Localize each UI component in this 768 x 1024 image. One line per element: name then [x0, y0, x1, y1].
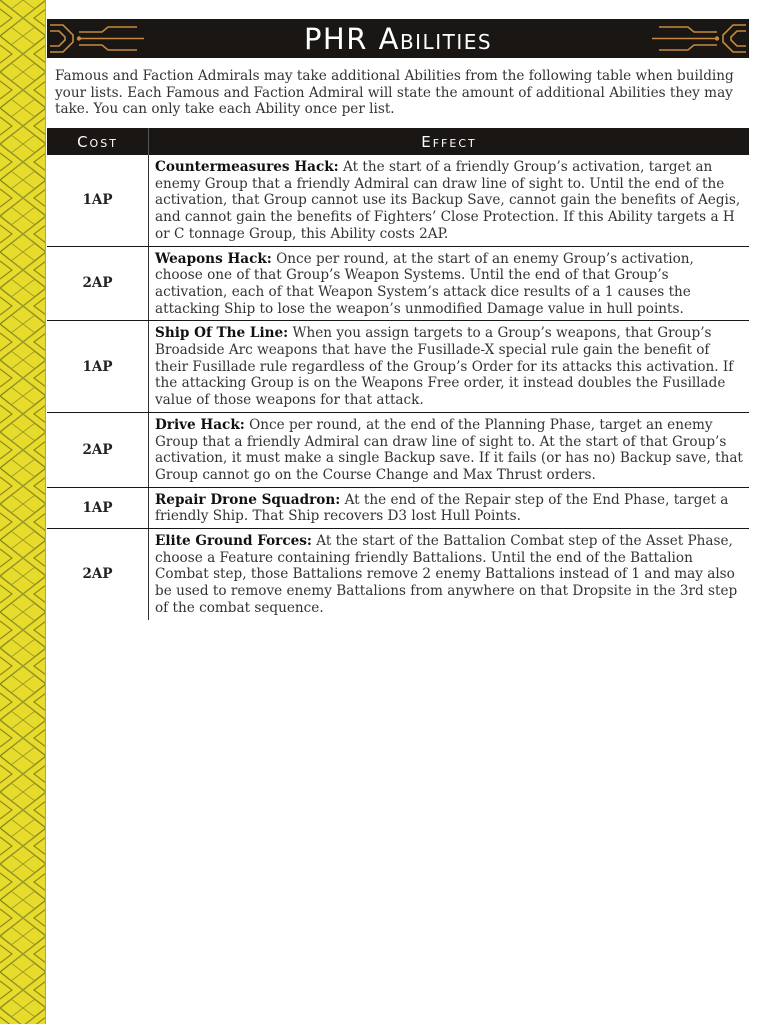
ability-description: Once per round, at the end of the Planning Phase, target an enemy Group that a friendly Admiral can draw line of sight to. At the start of that Group’s activation, it must make a single Backup save. If it fails (or has no) Backup save, that Group cannot go on the Course Change and Max Thrust orders.: [155, 416, 743, 483]
ability-effect: [149, 155, 750, 246]
page-title: PHR Abilities: [303, 22, 493, 56]
ability-cost: 2AP: [47, 246, 149, 321]
ability-effect: [149, 246, 750, 321]
table-row: [47, 155, 749, 246]
page-title-banner: [47, 19, 749, 58]
table-row: [47, 246, 749, 321]
ability-effect: [149, 412, 750, 487]
ability-name: Ship Of The Line:: [155, 325, 289, 342]
ability-name: Repair Drone Squadron:: [155, 491, 341, 508]
ability-effect: [149, 487, 750, 528]
ability-cost: 2AP: [47, 529, 149, 620]
ability-description: When you assign targets to a Group’s weapons, that Group’s Broadside Arc weapons that have the Fusillade-X special rule gain the benefit of their Fusillade rule regardless of the Group’s Order for its attacks this activation. If the attacking Group is on the Weapons Free order, it instead doubles the Fusillade value of those weapons for that attack.: [155, 325, 734, 409]
ability-name: Weapons Hack:: [155, 250, 272, 267]
table-row: [47, 321, 749, 413]
braid-pattern-icon: [0, 0, 46, 1024]
ability-effect: [149, 529, 750, 620]
table-row: [47, 487, 749, 528]
ability-description: At the start of a friendly Group’s activation, target an enemy Group that a friendly Admiral can draw line of sight to. Until the end of the activation, that Group cannot use its Backup Save, cannot gain the benefits of Aegis, and cannot gain the benefits of Fighters’ Close Protection. If this Ability targets a H or C tonnage Group, this Ability costs 2AP.: [155, 159, 741, 242]
effect-column-header: Effect: [149, 128, 750, 155]
ability-description: At the start of the Battalion Combat step of the Asset Phase, choose a Feature containing friendly Battalions. Until the end of the Battalion Combat step, those Battalions remove 2 enemy Battalions instead of 1 and may also be used to remove enemy Battalions from anywhere on that Dropsite in the 3rd step of the combat sequence.: [155, 533, 738, 616]
abilities-table: [47, 128, 749, 620]
circuit-ornament-right-icon: [649, 19, 749, 58]
ability-cost: 2AP: [47, 412, 149, 487]
ability-name: Drive Hack:: [155, 416, 245, 433]
ability-cost: 1AP: [47, 321, 149, 413]
table-row: [47, 529, 749, 620]
intro-paragraph: Famous and Faction Admirals may take additional Abilities from the following table when building your lists. Each Famous and Faction Admiral will state the amount of additional Abilities they may take. You can only take each Ability once per list.: [55, 68, 734, 118]
cost-column-header: Cost: [47, 128, 149, 155]
ability-description: At the end of the Repair step of the End Phase, target a friendly Ship. That Ship recovers D3 lost Hull Points.: [155, 491, 729, 525]
ability-effect: [149, 321, 750, 413]
table-row: [47, 412, 749, 487]
ability-cost: 1AP: [47, 155, 149, 246]
decorative-braided-border: [0, 0, 46, 1024]
ability-name: Elite Ground Forces:: [155, 533, 312, 550]
table-header-row: [47, 128, 749, 155]
ability-name: Countermeasures Hack:: [155, 159, 339, 175]
ability-cost: 1AP: [47, 487, 149, 528]
ability-description: Once per round, at the start of an enemy Group’s activation, choose one of that Group’s Weapon Systems. Until the end of that Group’s activation, each of that Weapon System’s attack dice results of a 1 causes the attacking Ship to lose the weapon’s unmodified Damage value in hull points.: [155, 250, 694, 317]
